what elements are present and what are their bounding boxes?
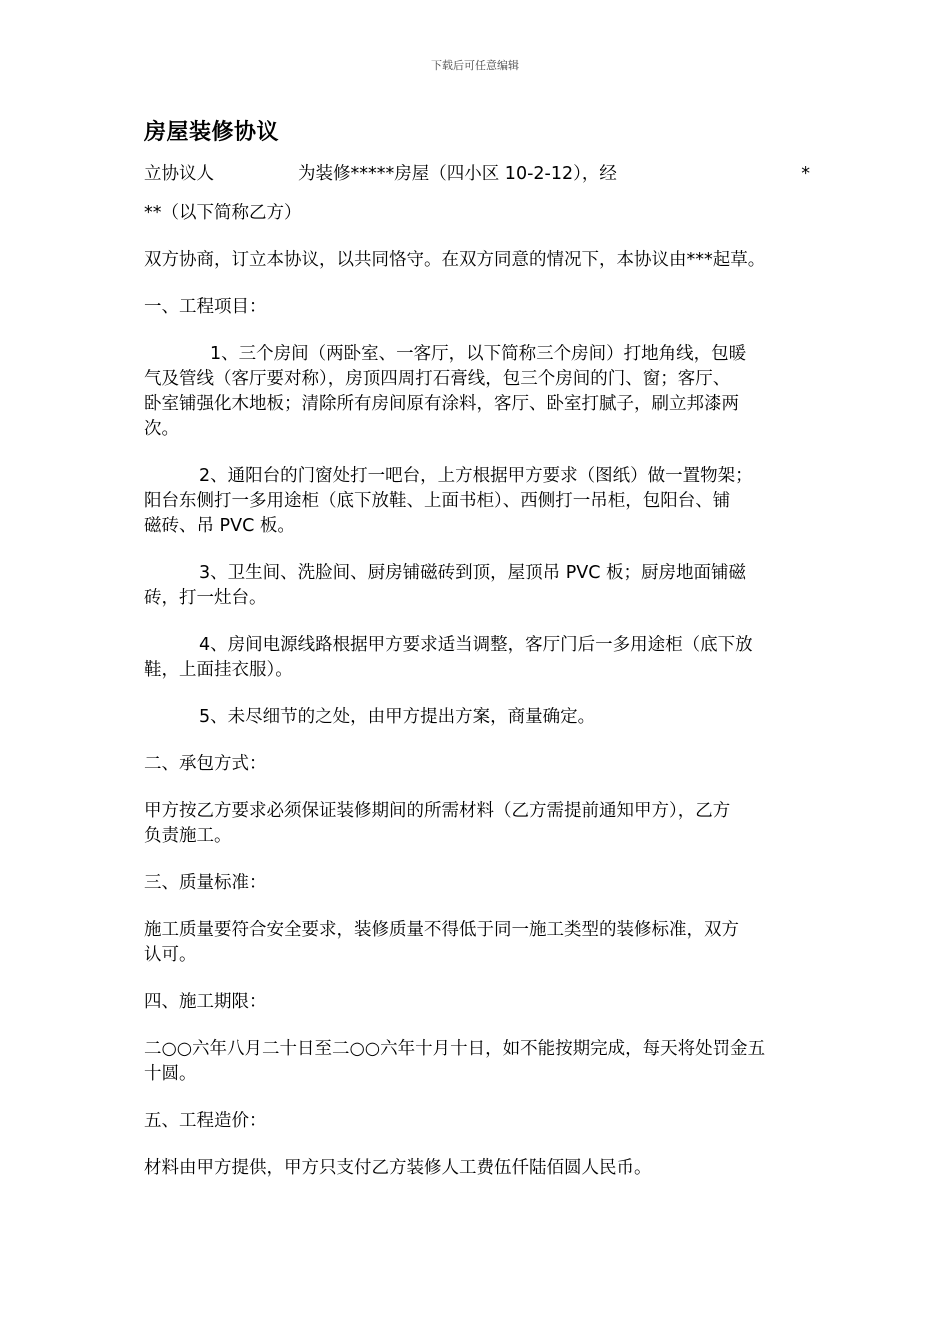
item-2	[144, 464, 810, 539]
item-5: 5、未尽细节的之处，由甲方提出方案，商量确定。	[199, 707, 596, 727]
section-2-heading: 二、承包方式：	[144, 754, 267, 774]
item-1	[144, 342, 810, 442]
item-2-line: 磁砖、吊 PVC 板。	[144, 516, 295, 536]
section-1-heading: 一、工程项目：	[144, 297, 267, 317]
section-3-line: 认可。	[144, 945, 197, 965]
section-2-line: 甲方按乙方要求必须保证装修期间的所需材料（乙方需提前通知甲方），乙方	[144, 801, 731, 821]
section-4-body	[144, 1037, 810, 1087]
item-3-line: 砖，打一灶台。	[144, 588, 267, 608]
item-3	[144, 561, 810, 611]
section-3-heading: 三、质量标准：	[144, 873, 267, 893]
item-4-line: 4、房间电源线路根据甲方要求适当调整，客厅门后一多用途柜（底下放	[199, 635, 753, 655]
section-4-heading: 四、施工期限：	[144, 992, 267, 1012]
section-5-body: 材料由甲方提供，甲方只支付乙方装修人工费伍仟陆佰圆人民币。	[144, 1158, 652, 1178]
document-body	[144, 116, 810, 1181]
section-3-body	[144, 918, 810, 968]
section-2-line: 负责施工。	[144, 826, 232, 846]
intro-star: *	[801, 164, 810, 184]
header-note: 下载后可任意编辑	[431, 59, 519, 72]
section-3-line: 施工质量要符合安全要求，装修质量不得低于同一施工类型的装修标准，双方	[144, 920, 739, 940]
item-3-line: 3、卫生间、洗脸间、厨房铺磁砖到顶，屋顶吊 PVC 板；厨房地面铺磁	[199, 563, 747, 583]
item-1-line: 卧室铺强化木地板；清除所有房间原有涂料，客厅、卧室打腻子，刷立邦漆两	[144, 394, 739, 414]
party-label: 立协议人	[144, 164, 214, 184]
item-2-line: 2、通阳台的门窗处打一吧台，上方根据甲方要求（图纸）做一置物架；	[199, 466, 753, 486]
section-5-heading: 五、工程造价：	[144, 1111, 267, 1131]
item-1-line: 次。	[144, 419, 179, 439]
document-title: 房屋装修协议	[144, 120, 280, 145]
item-1-line: 气及管线（客厅要对称），房顶四周打石膏线，包三个房间的门、窗；客厅、	[144, 369, 731, 389]
item-2-line: 阳台东侧打一多用途柜（底下放鞋、上面书柜）、西侧打一吊柜，包阳台、铺	[144, 491, 731, 511]
intro-line-3: 双方协商，订立本协议，以共同恪守。在双方同意的情况下，本协议由***起草。	[144, 250, 766, 270]
section-2-body	[144, 799, 810, 849]
purpose-text: 为装修*****房屋（四小区 10-2-12），经	[298, 164, 617, 184]
intro-paragraph	[144, 162, 810, 273]
item-1-line: 1、三个房间（两卧室、一客厅，以下简称三个房间）打地角线，包暖	[210, 344, 747, 364]
intro-line-1	[144, 162, 810, 187]
section-4-line: 十圆。	[144, 1064, 197, 1084]
intro-line-2: **（以下简称乙方）	[144, 203, 302, 223]
section-4-line: 二○○六年八月二十日至二○○六年十月十日，如不能按期完成，每天将处罚金五	[144, 1039, 766, 1059]
item-4-line: 鞋，上面挂衣服）。	[144, 660, 293, 680]
intro-main	[144, 162, 617, 187]
item-4	[144, 633, 810, 683]
